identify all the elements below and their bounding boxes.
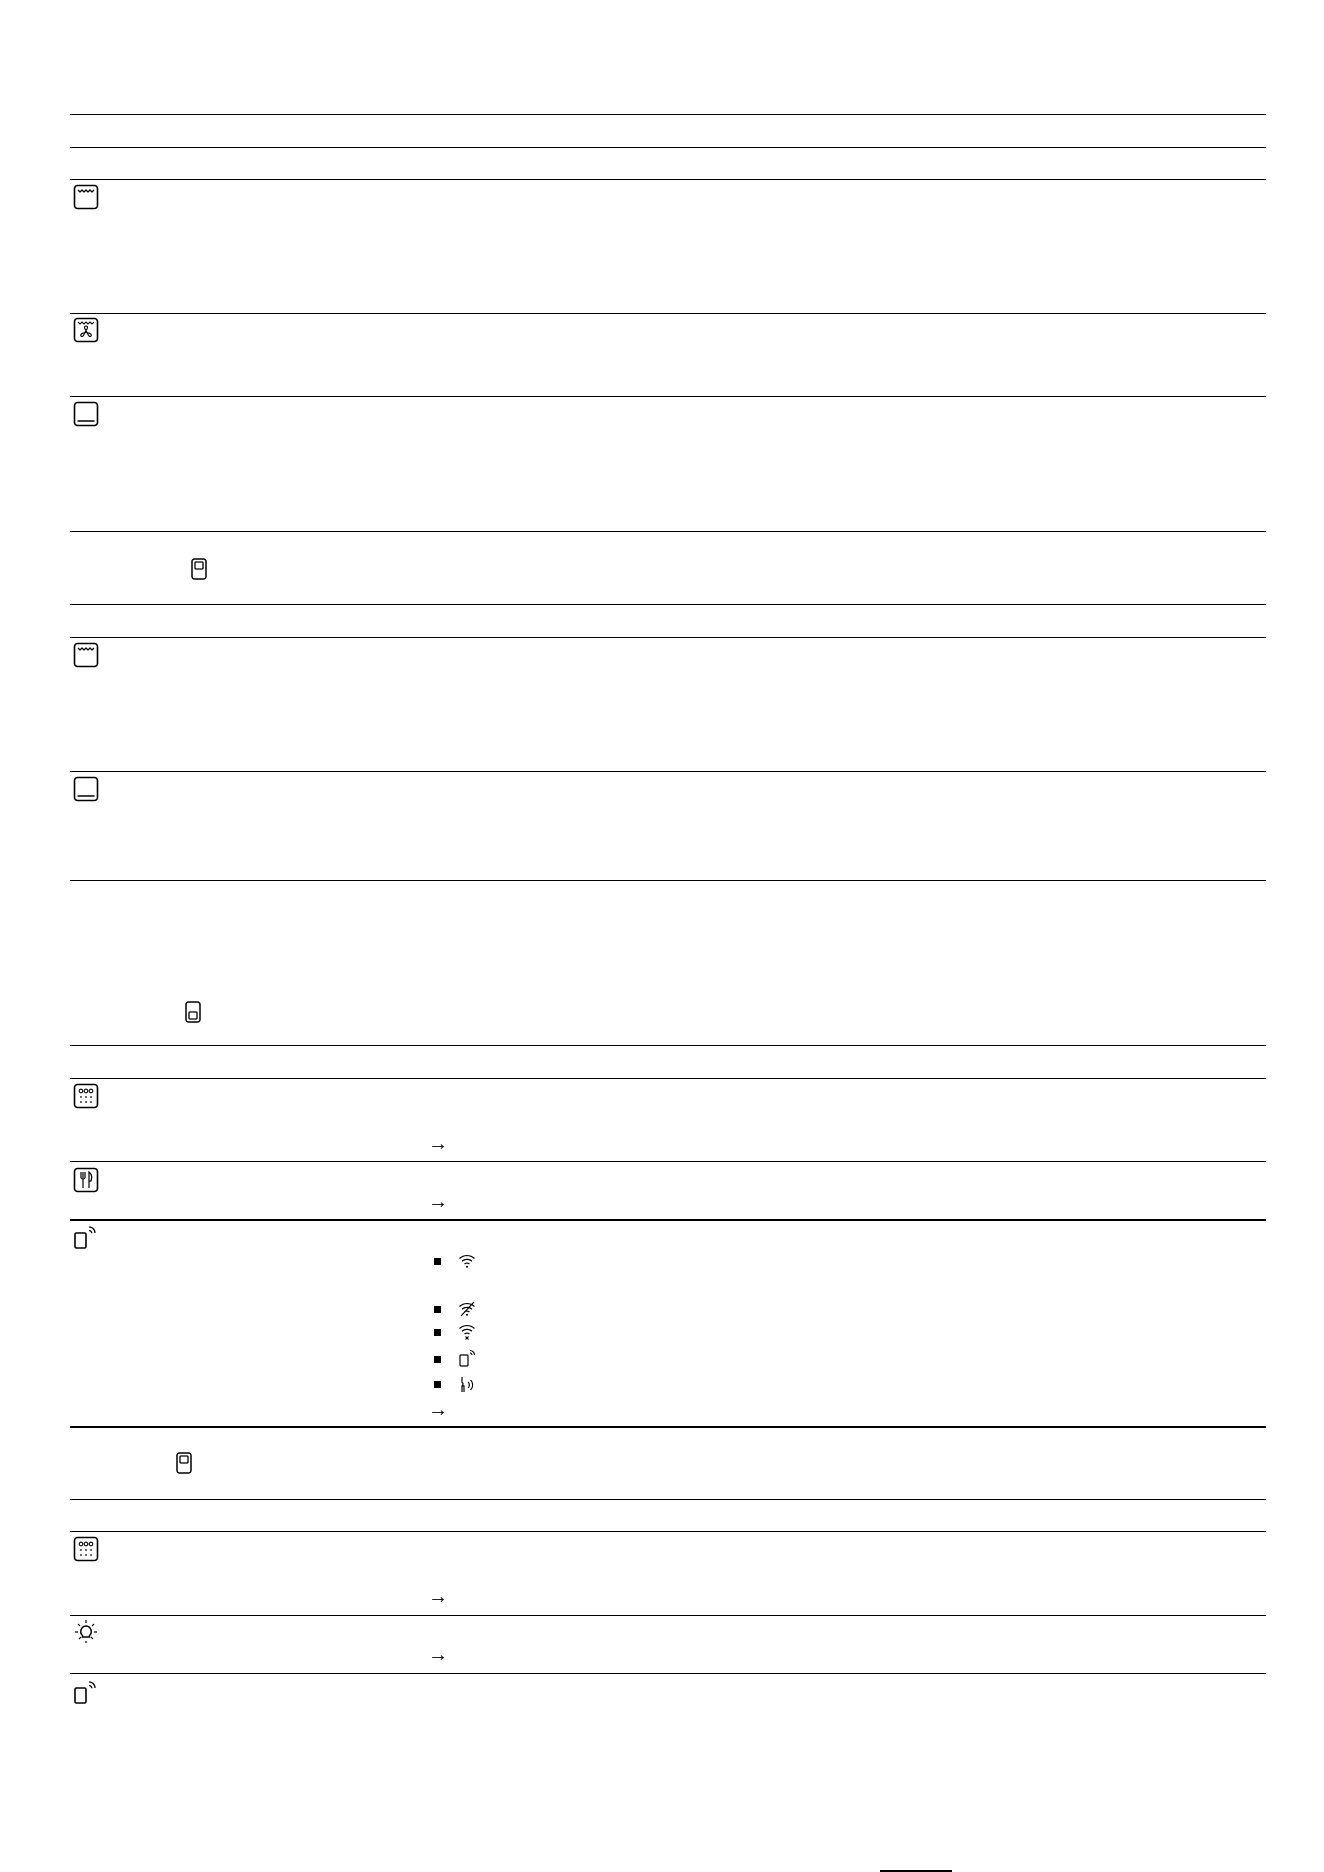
cross-reference-arrow: → bbox=[428, 1644, 448, 1666]
bottom-heat-icon bbox=[73, 401, 99, 427]
table-rule bbox=[70, 1078, 1266, 1079]
table-rule bbox=[70, 396, 1266, 397]
oven-light-icon bbox=[73, 1618, 99, 1644]
table-rule bbox=[70, 1615, 1266, 1616]
table-rule bbox=[70, 1426, 1266, 1428]
top-heat-icon bbox=[73, 642, 99, 668]
upper-cavity-icon bbox=[191, 558, 207, 580]
remote-start-icon bbox=[458, 1349, 476, 1367]
table-rule bbox=[70, 1499, 1266, 1500]
cross-reference-arrow: → bbox=[428, 1399, 448, 1421]
table-rule bbox=[70, 1673, 1266, 1674]
table-rule bbox=[70, 179, 1266, 180]
remote-diagnostics-icon bbox=[458, 1375, 476, 1393]
table-rule bbox=[70, 1161, 1266, 1162]
table-rule bbox=[70, 880, 1266, 881]
hot-air-fan-icon bbox=[73, 317, 99, 343]
home-connect-icon bbox=[73, 1679, 99, 1705]
table-rule-top bbox=[70, 114, 1266, 115]
table-rule bbox=[70, 1045, 1266, 1046]
bullet-marker bbox=[434, 1258, 441, 1265]
wifi-error-icon bbox=[458, 1323, 476, 1341]
table-rule bbox=[70, 531, 1266, 532]
home-connect-icon bbox=[73, 1224, 99, 1250]
bullet-marker bbox=[434, 1381, 441, 1388]
bottom-heat-icon bbox=[73, 776, 99, 802]
basic-settings-icon bbox=[73, 1536, 99, 1562]
cross-reference-arrow: → bbox=[428, 1586, 448, 1608]
cross-reference-arrow: → bbox=[428, 1191, 448, 1213]
cutlery-icon bbox=[73, 1167, 99, 1193]
table-rule bbox=[70, 1531, 1266, 1532]
bullet-marker bbox=[434, 1306, 441, 1313]
table-rule bbox=[70, 771, 1266, 772]
bullet-marker bbox=[434, 1356, 441, 1363]
basic-settings-icon bbox=[73, 1083, 99, 1109]
wifi-icon bbox=[458, 1252, 476, 1270]
bullet-marker bbox=[434, 1329, 441, 1336]
table-rule bbox=[70, 313, 1266, 314]
lower-cavity-icon bbox=[185, 1001, 201, 1023]
table-rule bbox=[70, 637, 1266, 638]
table-rule bbox=[70, 1219, 1266, 1221]
wifi-off-icon bbox=[458, 1300, 476, 1318]
cross-reference-arrow: → bbox=[428, 1133, 448, 1155]
top-heat-icon bbox=[73, 184, 99, 210]
table-rule bbox=[70, 604, 1266, 605]
upper-cavity-icon bbox=[176, 1452, 192, 1474]
table-rule bbox=[70, 147, 1266, 148]
